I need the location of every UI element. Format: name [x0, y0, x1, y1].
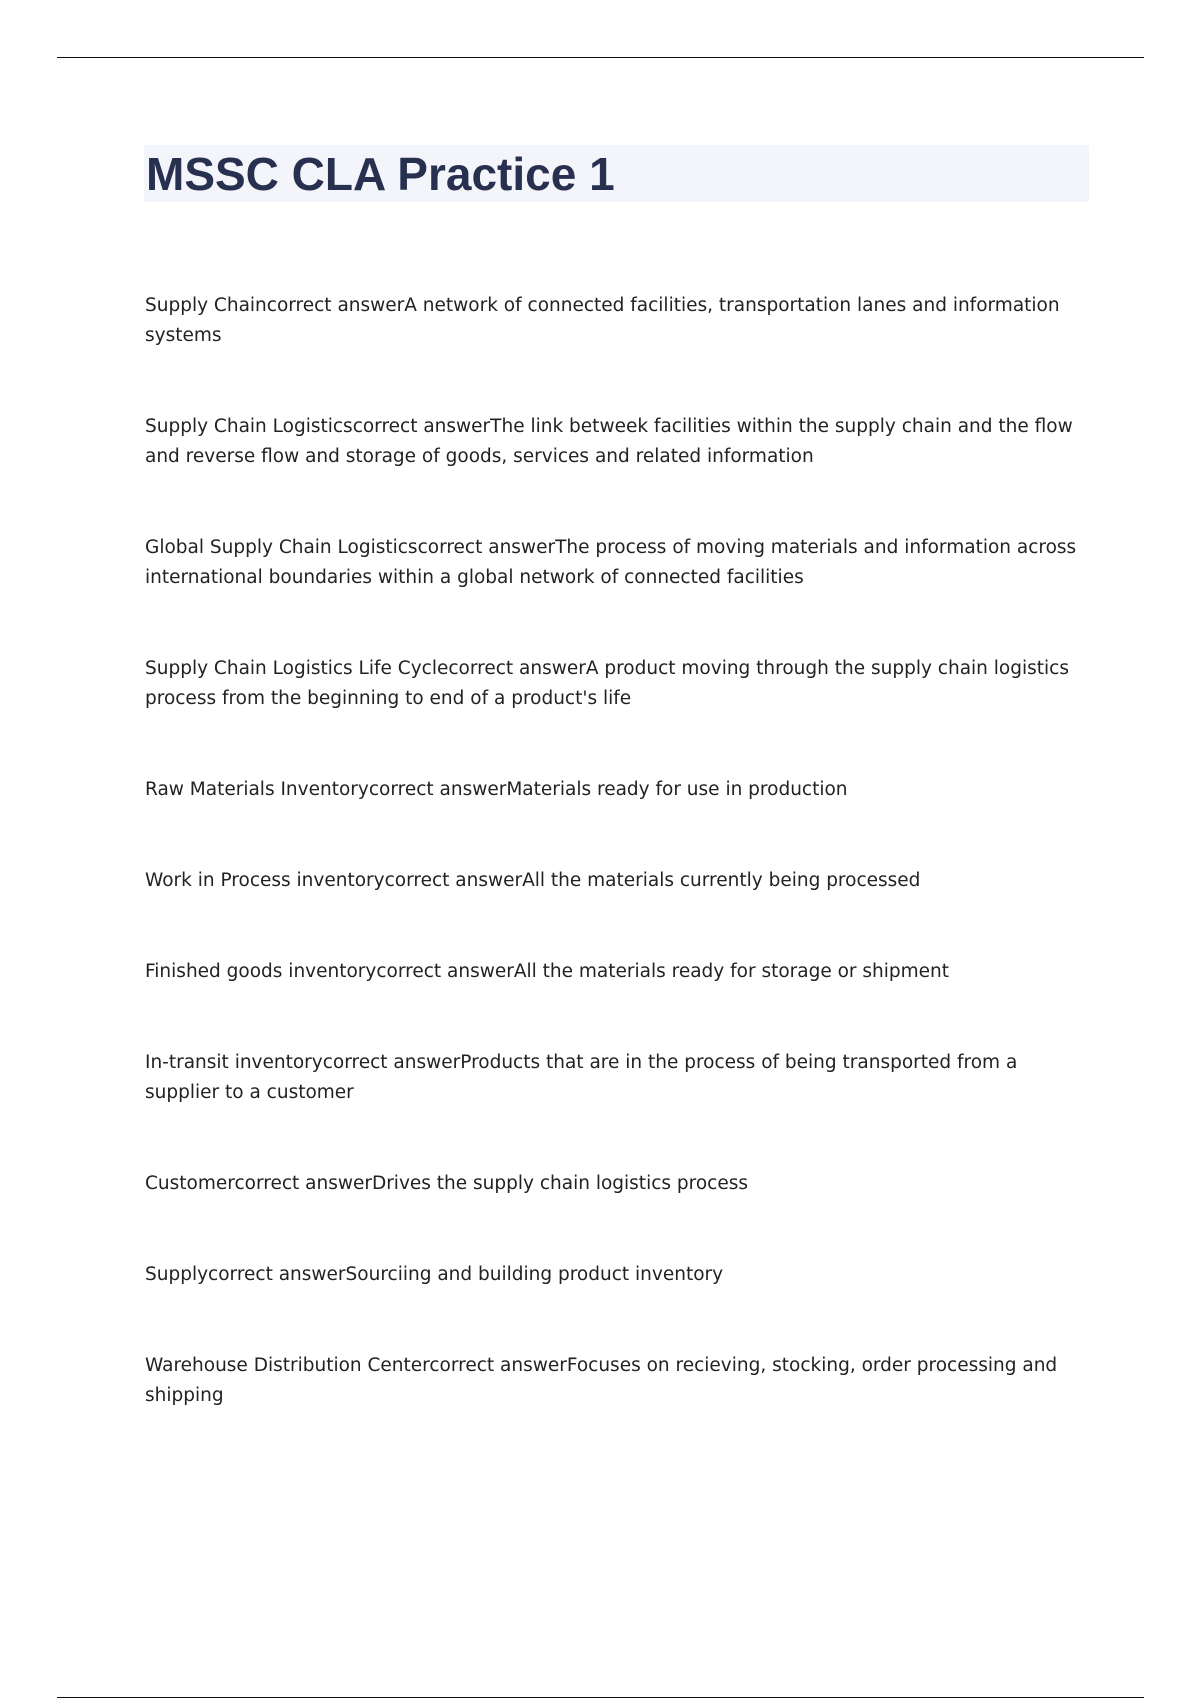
bottom-divider — [57, 1697, 1144, 1698]
answer-connector: correct answer — [429, 1355, 567, 1376]
term: Supply Chain — [145, 295, 267, 316]
answer-connector: correct answer — [352, 416, 491, 437]
term: Warehouse Distribution Center — [145, 1355, 430, 1376]
answer-connector: correct answer — [376, 961, 514, 982]
answer-connector: correct answer — [322, 1052, 461, 1073]
term: Global Supply Chain Logistics — [145, 537, 418, 558]
definition: Materials ready for use in production — [506, 779, 848, 800]
term: Supply Chain Logistics — [145, 416, 353, 437]
term: Supply Chain Logistics Life Cycle — [145, 658, 449, 679]
flashcard-entry-8 — [145, 1048, 1090, 1108]
answer-connector: correct answer — [368, 779, 507, 800]
answer-connector: correct answer — [417, 537, 556, 558]
term: Supply — [145, 1264, 209, 1285]
term: Raw Materials Inventory — [145, 779, 369, 800]
flashcard-entry-3 — [145, 533, 1090, 593]
term: In-transit inventory — [145, 1052, 323, 1073]
definition: A network of connected facilities, transportation lanes and information systems — [145, 295, 1060, 346]
flashcard-entry-2 — [145, 412, 1090, 472]
flashcard-entry-1 — [145, 291, 1090, 351]
definition: Sourciing and building product inventory — [345, 1264, 724, 1285]
definition: All the materials ready for storage or shipment — [513, 961, 950, 982]
flashcard-entry-11 — [145, 1351, 1090, 1411]
flashcard-entry-5 — [145, 775, 1090, 805]
flashcard-list — [145, 291, 1090, 1472]
definition: The process of moving materials and information across international boundaries within a global network of connected facilities — [145, 537, 1077, 588]
flashcard-entry-6 — [145, 866, 1090, 896]
answer-connector: correct answer — [266, 295, 405, 316]
answer-connector: correct answer — [208, 1264, 346, 1285]
flashcard-entry-9 — [145, 1169, 1090, 1199]
top-divider — [57, 57, 1144, 58]
answer-connector: correct answer — [234, 1173, 372, 1194]
definition: Drives the supply chain logistics process — [371, 1173, 748, 1194]
flashcard-entry-10 — [145, 1260, 1090, 1290]
answer-connector: correct answer — [384, 870, 523, 891]
definition: Products that are in the process of being transported from a supplier to a customer — [145, 1052, 1018, 1103]
flashcard-entry-4 — [145, 654, 1090, 714]
definition: A product moving through the supply chain logistics process from the beginning to end of a product's life — [145, 658, 1069, 709]
flashcard-entry-7 — [145, 957, 1090, 987]
term: Customer — [145, 1173, 235, 1194]
definition: All the materials currently being processed — [522, 870, 921, 891]
document-title: MSSC CLA Practice 1 — [146, 148, 615, 200]
definition: The link betweek facilities within the supply chain and the flow and reverse flow and storage of goods, services and related information — [145, 416, 1073, 467]
definition: Focuses on recieving, stocking, order processing and shipping — [145, 1355, 1058, 1406]
term: Work in Process inventory — [145, 870, 385, 891]
answer-connector: correct answer — [448, 658, 586, 679]
term: Finished goods inventory — [145, 961, 377, 982]
